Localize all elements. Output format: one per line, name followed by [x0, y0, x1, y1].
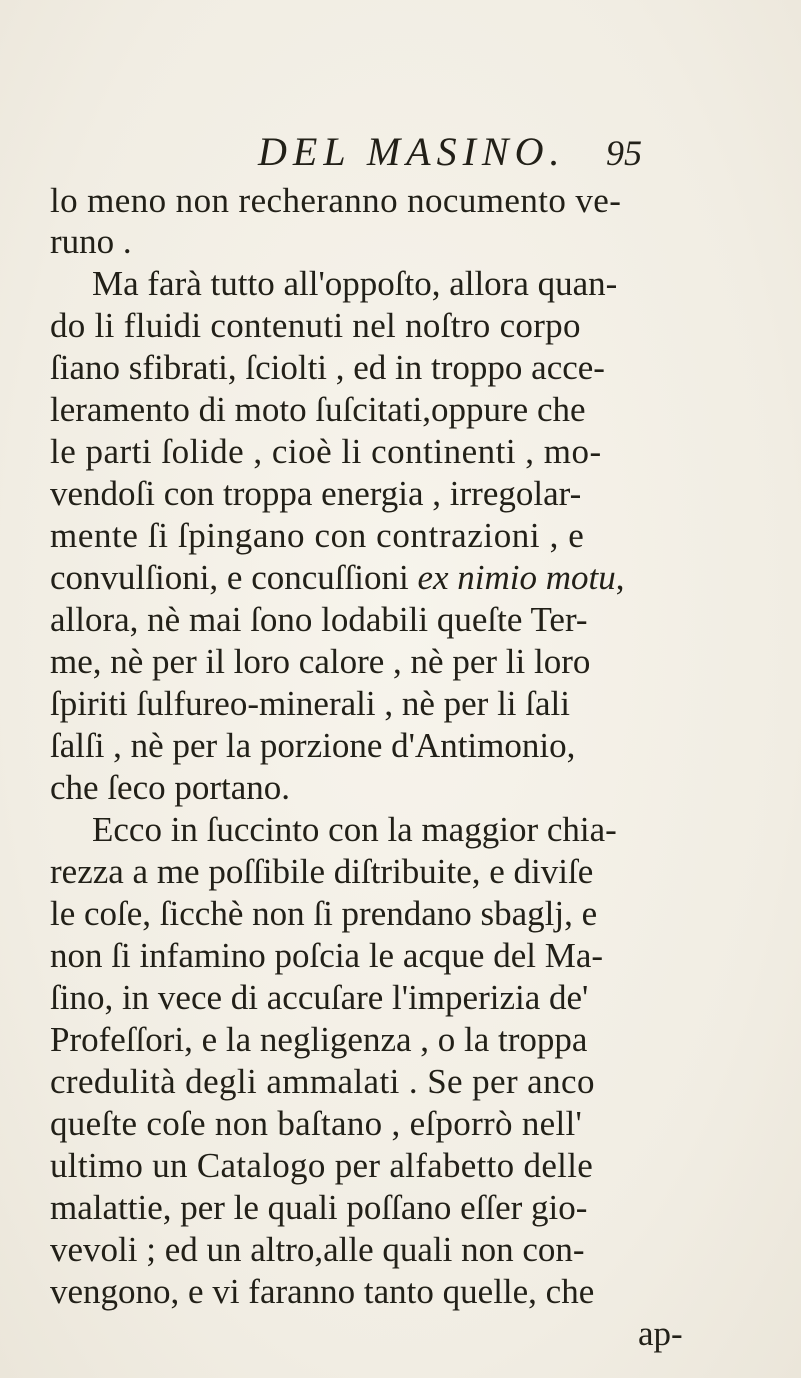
- text-line: runo .: [50, 222, 132, 261]
- text-line: vevoli ; ed un altro,alle quali non con-: [50, 1230, 585, 1269]
- text-line: Profeſſori, e la negligenza , o la troppa: [50, 1020, 588, 1059]
- text-line: do li fluidi contenuti nel noſtro corpo: [50, 306, 581, 345]
- text-line: le coſe, ſicchè non ſi prendano sbaglj, e: [50, 894, 598, 933]
- running-head: DEL MASINO.: [258, 129, 566, 174]
- text-line: ſpiriti ſulfureo-minerali , nè per li ſali: [50, 684, 570, 723]
- text-line: leramento di moto ſuſcitati,oppure che: [50, 390, 586, 429]
- page-header: [0, 128, 801, 178]
- text-line: allora, nè mai ſono lodabili queſte Ter-: [50, 600, 588, 639]
- latin-phrase: ex nimio motu: [417, 558, 616, 597]
- text-line: convulſioni, e concuſſioni ex nimio motu,: [50, 558, 625, 597]
- text-line: ſiano sfibrati, ſciolti , ed in troppo acce-: [50, 348, 605, 387]
- text-line: Ma farà tutto all'oppoſto, allora quan-: [92, 264, 618, 303]
- text-line: ultimo un Catalogo per alfabetto delle: [50, 1146, 594, 1185]
- text-line: vendoſi con troppa energia , irregolar-: [50, 474, 582, 513]
- catchword: ap-: [638, 1314, 683, 1353]
- text-line: malattie, per le quali poſſano eſſer gio-: [50, 1188, 588, 1227]
- text-line: le parti ſolide , cioè li continenti , mo-: [50, 432, 602, 471]
- text-line: Ecco in ſuccinto con la maggior chia-: [92, 810, 617, 849]
- text-line: mente ſi ſpingano con contrazioni , e: [50, 516, 585, 555]
- text-line: vengono, e vi faranno tanto quelle, che: [50, 1272, 595, 1311]
- text-line: ſalſi , nè per la porzione d'Antimonio,: [50, 726, 576, 765]
- text-line: rezza a me poſſibile diſtribuite, e diviſe: [50, 852, 594, 891]
- text-line: me, nè per il loro calore , nè per li loro: [50, 642, 591, 681]
- text-line: non ſi infamino poſcia le acque del Ma-: [50, 936, 604, 975]
- text-line: lo meno non recheranno nocumento ve-: [50, 181, 622, 220]
- text-line: credulità degli ammalati . Se per anco: [50, 1062, 595, 1101]
- text-line: che ſeco portano.: [50, 768, 291, 807]
- text-line: queſte coſe non baſtano , eſporrò nell': [50, 1104, 583, 1143]
- text-line: ſino, in vece di accuſare l'imperizia de': [50, 978, 589, 1017]
- page-number: 95: [606, 133, 642, 173]
